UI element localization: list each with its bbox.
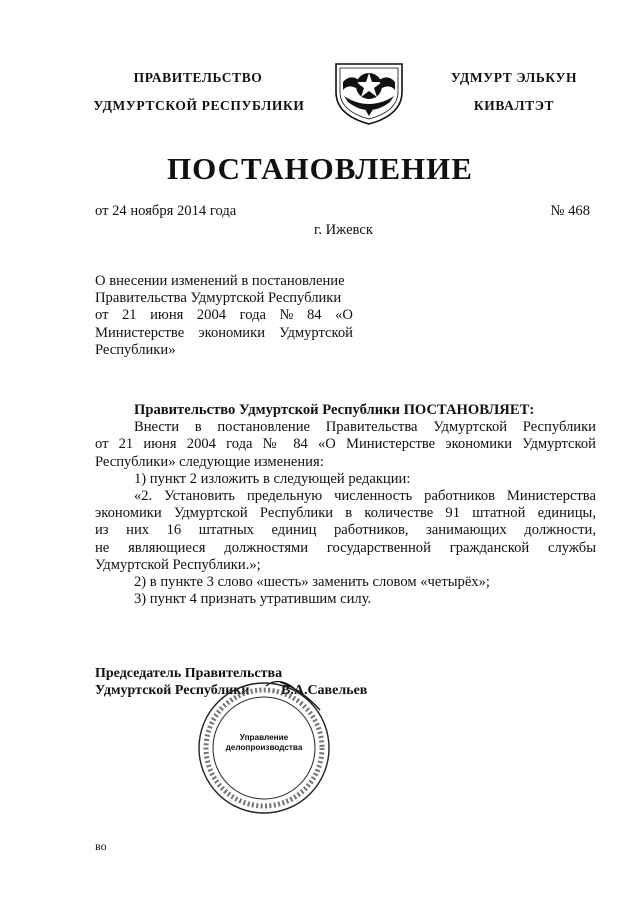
header-left-line1: ПРАВИТЕЛЬСТВО [133, 70, 263, 85]
document-number: № 468 [550, 203, 590, 219]
body-line: Республики» следующие изменения: [95, 453, 324, 470]
subject-word: 2004 [196, 307, 227, 324]
seal-text-line1: Управление [239, 733, 289, 742]
document-title: ПОСТАНОВЛЕНИЕ [167, 151, 473, 186]
subject-word: Удмуртской [279, 324, 353, 341]
quote-line: экономики Удмуртской Республики в количестве 91 штатной единицы, [95, 505, 596, 522]
coat-of-arms-icon [330, 60, 408, 126]
subject-line: О внесении изменений в постановление [95, 273, 345, 289]
body-line: от 21 июня 2004 года № 84 «О Министерстве экономики Удмуртской [95, 436, 596, 453]
list-item: 1) пункт 2 изложить в следующей редакции: [134, 470, 411, 487]
seal-text-line2: делопроизводства [225, 743, 303, 752]
subject-line [95, 325, 353, 342]
footer-initials: во [95, 839, 107, 853]
quote-line: не являющиеся должностями государственной гражданской службы [95, 539, 596, 556]
subject-word: «О [335, 307, 353, 324]
document-body [95, 402, 596, 608]
subject-line [95, 307, 353, 324]
quote-line: из них 16 штатных единиц работников, занимающих должности, [95, 522, 596, 539]
signature-title-line1: Председатель Правительства [95, 666, 283, 681]
subject-block [95, 273, 353, 359]
subject-line: Правительства Удмуртской Республики [95, 290, 342, 307]
header-right-line1: УДМУРТ ЭЛЬКУН [450, 70, 578, 85]
subject-word: июня [150, 307, 184, 324]
quote-line: Удмуртской Республики.»; [95, 556, 261, 573]
quote-line: «2. Установить предельную численность работников Министерства [134, 488, 596, 505]
subject-word: 21 [122, 307, 137, 324]
subject-word: Министерстве [95, 324, 185, 341]
official-seal [196, 680, 332, 816]
document-city: г. Ижевск [314, 222, 373, 238]
signature-title-line2: Удмуртской Республики [95, 683, 250, 698]
preamble: Правительство Удмуртской Республики ПОСТАНОВЛЯЕТ: [134, 402, 535, 418]
header-right-line2: КИВАЛТЭТ [473, 98, 555, 113]
subject-word: 84 [306, 307, 322, 324]
list-item: 3) пункт 4 признать утратившим силу. [134, 591, 372, 608]
subject-word: года [239, 307, 266, 324]
subject-word: экономики [198, 324, 266, 341]
subject-word: от [95, 307, 109, 324]
signatory-name: В.А.Савельев [281, 683, 368, 698]
header-left-line2: УДМУРТСКОЙ РЕСПУБЛИКИ [93, 98, 305, 113]
seal-text [196, 733, 332, 753]
subject-line: Республики» [95, 341, 176, 358]
body-line: Внести в постановление Правительства Удмуртской Республики [134, 419, 596, 436]
subject-word: № [279, 307, 294, 324]
list-item: 2) в пункте 3 слово «шесть» заменить словом «четырёх»; [134, 574, 490, 591]
document-date: от 24 ноября 2014 года [95, 203, 237, 219]
